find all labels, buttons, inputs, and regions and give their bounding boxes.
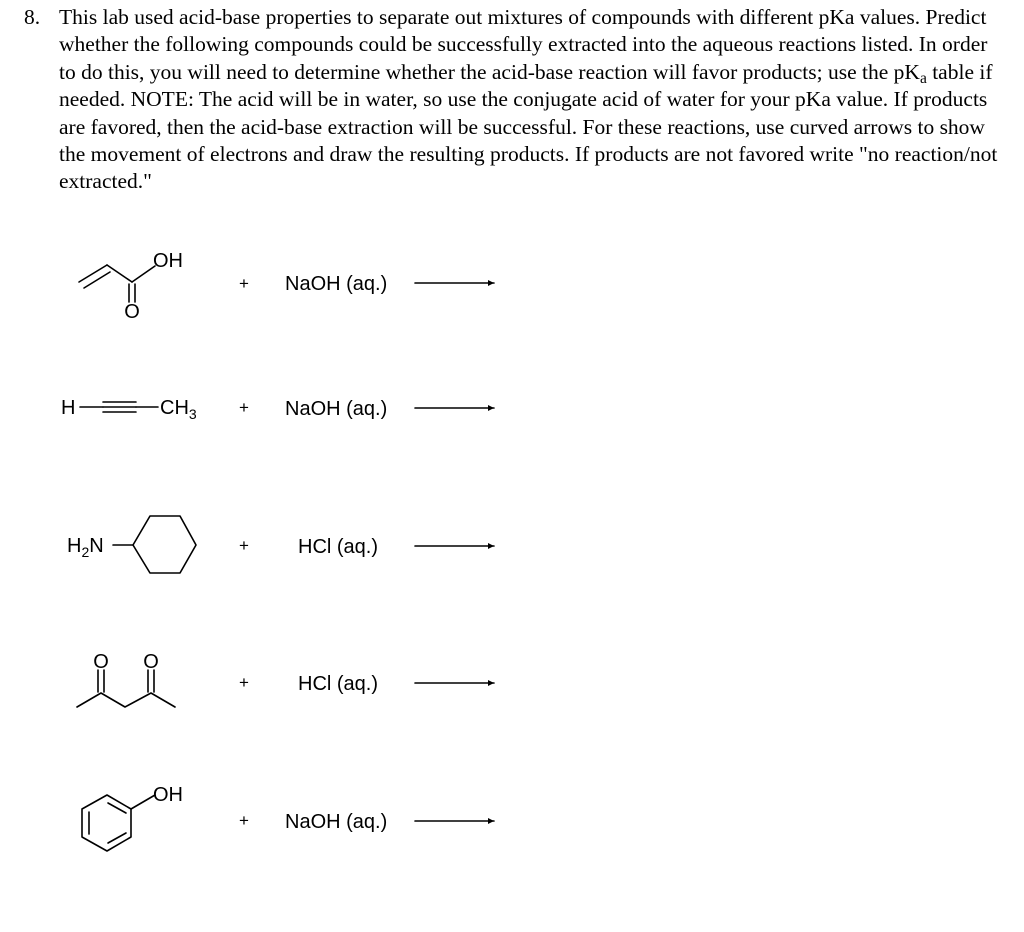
reagent-2: NaOH (aq.) (285, 398, 388, 420)
amine-h2-subscript: 2 (81, 544, 90, 560)
question-number: 8. (24, 5, 41, 29)
reagent-1: NaOH (aq.) (285, 273, 388, 295)
propyne-ch3-subscript: 3 (188, 406, 197, 422)
amine-h-text: H (67, 535, 82, 557)
propyne-ch3-label (160, 397, 197, 422)
plus-sign-5: + (239, 811, 249, 830)
pka-subscript: a (919, 69, 927, 87)
reagent-4: HCl (aq.) (298, 673, 379, 695)
question-text-part-2: table if needed. NOTE: The acid will be in water, so use the conjugate acid of water for your pKa value. If products are favored, then the acid-base extraction will be successful. For these reactions, use curved arrows to show the movement of electrons and draw the resulting products. If products are not favored write "no reaction/not extracted." (59, 59, 998, 194)
plus-sign-2: + (239, 398, 249, 417)
reagent-5: NaOH (aq.) (285, 811, 388, 833)
amine-n-text: N (89, 535, 104, 557)
carbonyl-carbon-bond (107, 265, 132, 282)
acrylic-acid-structure (79, 265, 155, 302)
acrylic-acid-oh-label: OH (153, 250, 183, 272)
benzyl-alcohol-structure (82, 795, 155, 851)
vinyl-double-bond-b (84, 272, 110, 288)
acrylic-acid-o-label: O (124, 301, 140, 323)
reagent-3: HCl (aq.) (298, 536, 379, 558)
plus-sign-1: + (239, 274, 249, 293)
plus-sign-3: + (239, 536, 249, 555)
diketone-o1-label: O (93, 651, 109, 673)
propyne-h-label: H (61, 397, 76, 419)
vinyl-double-bond-a (79, 265, 107, 282)
propyne-ch-text: CH (160, 397, 189, 419)
amine-h2n-label (67, 535, 104, 560)
plus-sign-4: + (239, 673, 249, 692)
propyne-structure (80, 402, 158, 412)
carbon-chain (77, 693, 175, 707)
cyclohexylamine-structure (113, 516, 196, 573)
c-oh-bond (132, 266, 155, 282)
cyclohexane-ring (133, 516, 196, 573)
benzyl-alcohol-oh-label: OH (153, 784, 183, 806)
pentanedione-structure (77, 670, 175, 707)
diketone-o2-label: O (143, 651, 159, 673)
question-text-part-1: This lab used acid-base properties to separate out mixtures of compounds with different pKa values. Predict whether the following compounds could be successfully extracted into the aqueous reactions listed. In order to do this, you will need to determine whether the acid-base reaction will favor products; use the pK (59, 5, 988, 84)
ch2-oh-bond (131, 795, 155, 809)
